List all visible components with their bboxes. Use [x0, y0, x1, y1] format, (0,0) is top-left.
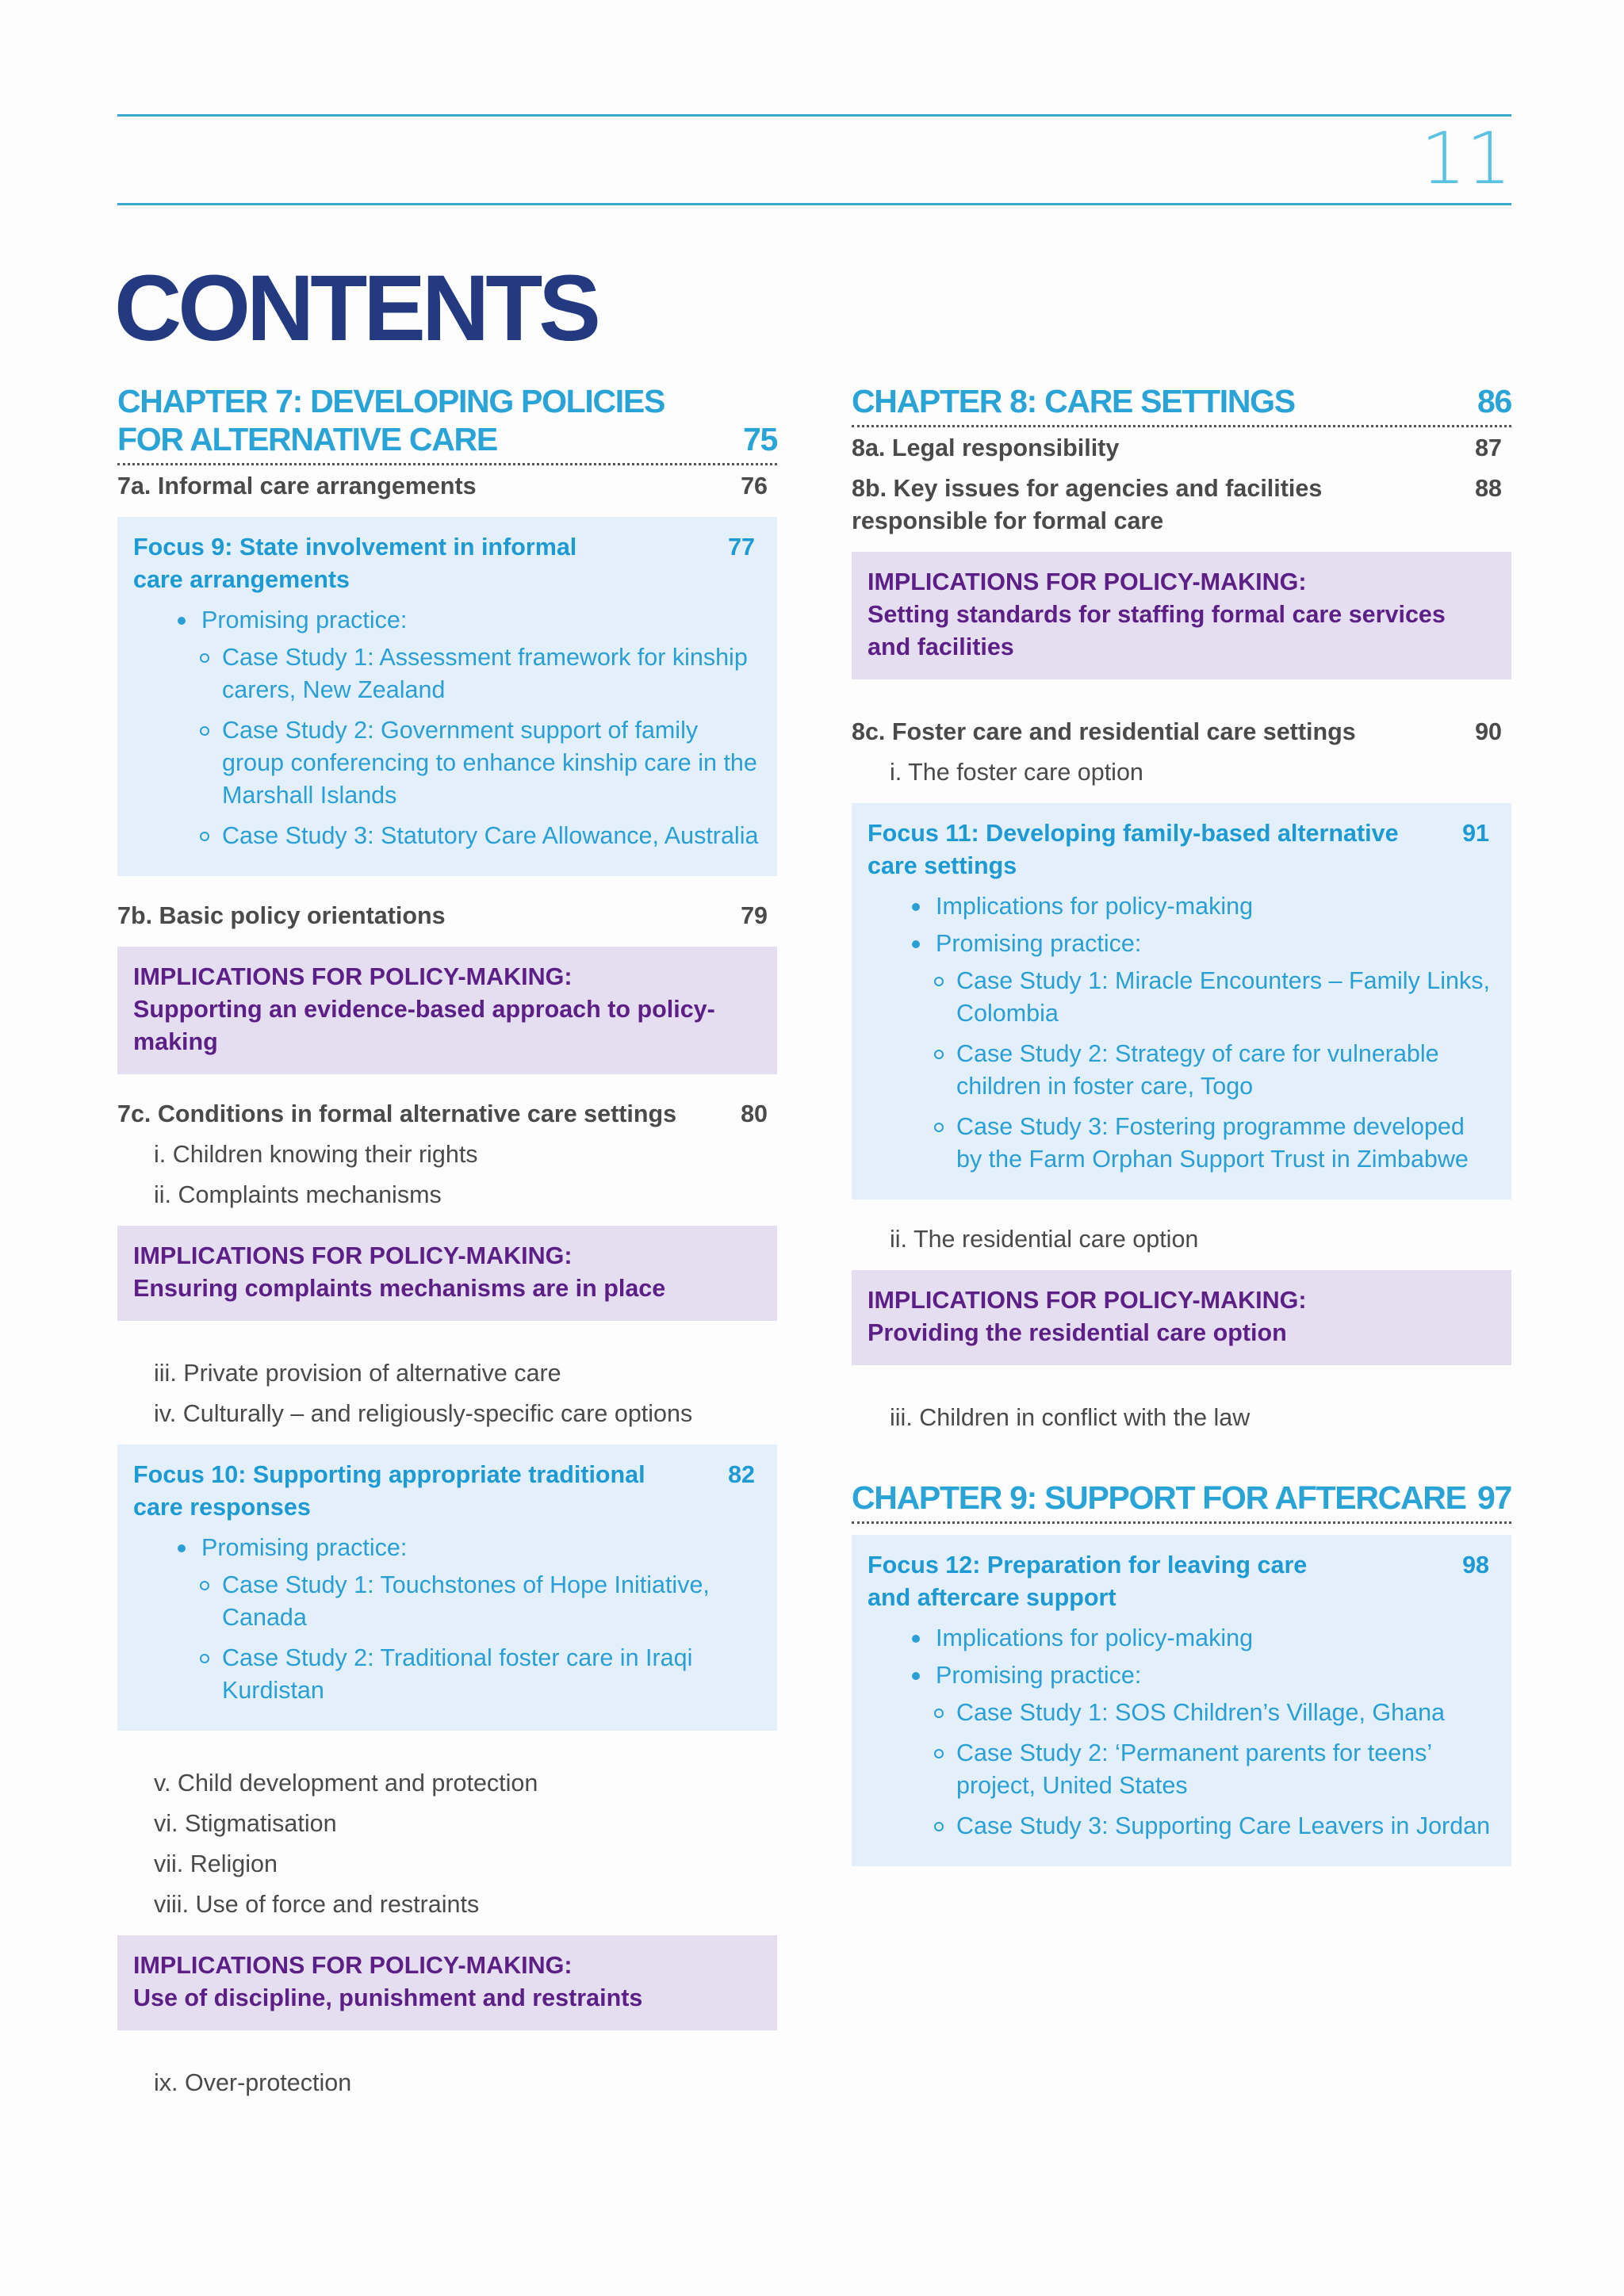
- entry-title: 8a. Legal responsibility: [852, 434, 1120, 461]
- entry-title: 8b. Key issues for agencies and facilities responsible for formal care: [852, 475, 1323, 534]
- bullet-promising-practice[interactable]: Promising practice:: [133, 1532, 761, 1564]
- entry-title: 7c. Conditions in formal alternative care settings: [117, 1100, 677, 1127]
- bullet-implications[interactable]: Implications for policy-making: [868, 890, 1496, 923]
- toc-entry-8b[interactable]: [852, 473, 1511, 538]
- case-study-item[interactable]: Case Study 3: Statutory Care Allowance, Australia: [133, 820, 761, 852]
- bullet-promising-practice[interactable]: Promising practice:: [133, 604, 761, 637]
- implications-box[interactable]: [852, 552, 1511, 679]
- entry-page: 87: [1475, 434, 1502, 461]
- case-study-item[interactable]: Case Study 1: Touchstones of Hope Initiative, Canada: [133, 1569, 761, 1634]
- implications-text: Ensuring complaints mechanisms are in place: [133, 1275, 666, 1302]
- case-study-item[interactable]: Case Study 1: SOS Children’s Village, Ghana: [868, 1697, 1496, 1729]
- implications-heading: IMPLICATIONS FOR POLICY-MAKING:: [868, 1287, 1307, 1314]
- case-study-item[interactable]: Case Study 2: Traditional foster care in Iraqi Kurdistan: [133, 1642, 761, 1707]
- chapter-7-heading[interactable]: [117, 382, 777, 465]
- chapter-title: CHAPTER 7: DEVELOPING POLICIES FOR ALTERNATIVE CARE: [117, 383, 665, 457]
- chapter-page: 75: [742, 421, 777, 457]
- entry-page: 76: [741, 473, 768, 499]
- focus-10-title[interactable]: Focus 10: Supporting appropriate traditional care responses 82: [133, 1459, 761, 1524]
- entry-title: 7b. Basic policy orientations: [117, 902, 446, 929]
- focus-12-box: [852, 1535, 1511, 1866]
- implications-heading: IMPLICATIONS FOR POLICY-MAKING:: [133, 1952, 573, 1979]
- focus-11-title[interactable]: Focus 11: Developing family-based alternative care settings 91: [868, 817, 1496, 882]
- chapter-title: CHAPTER 8: CARE SETTINGS: [852, 383, 1295, 419]
- bullet-implications[interactable]: Implications for policy-making: [868, 1622, 1496, 1655]
- focus-9-box: [117, 517, 777, 876]
- focus-page: 91: [1462, 820, 1489, 847]
- focus-12-title[interactable]: Focus 12: Preparation for leaving care and aftercare support 98: [868, 1549, 1496, 1614]
- page-number: 11: [1420, 117, 1511, 201]
- toc-entry-8c[interactable]: [852, 716, 1511, 748]
- implications-box[interactable]: [117, 1226, 777, 1321]
- focus-11-box: [852, 803, 1511, 1200]
- bullet-promising-practice[interactable]: Promising practice:: [868, 928, 1496, 960]
- toc-entry-8a[interactable]: [852, 432, 1511, 465]
- implications-box[interactable]: [117, 1935, 777, 2030]
- sub-entry[interactable]: ii. Complaints mechanisms: [154, 1181, 442, 1208]
- focus-page: 98: [1462, 1552, 1489, 1578]
- focus-page: 82: [728, 1461, 755, 1488]
- sub-entry[interactable]: vi. Stigmatisation: [154, 1810, 337, 1837]
- case-study-item[interactable]: Case Study 2: Strategy of care for vulnerable children in foster care, Togo: [868, 1038, 1496, 1103]
- sub-entry[interactable]: iii. Private provision of alternative care: [154, 1360, 561, 1387]
- sub-entry[interactable]: vii. Religion: [154, 1850, 278, 1877]
- chapter-8-heading[interactable]: [852, 382, 1511, 427]
- header-rule: [117, 203, 1511, 205]
- entry-page: 80: [741, 1100, 768, 1127]
- sub-entry[interactable]: i. The foster care option: [890, 759, 1143, 786]
- toc-entry-7a[interactable]: [117, 470, 777, 503]
- page-title: CONTENTS: [114, 256, 597, 361]
- implications-heading: IMPLICATIONS FOR POLICY-MAKING:: [868, 568, 1307, 595]
- implications-heading: IMPLICATIONS FOR POLICY-MAKING:: [133, 963, 573, 990]
- focus-9-title[interactable]: Focus 9: State involvement in informal care arrangements 77: [133, 531, 761, 596]
- sub-entry[interactable]: ii. The residential care option: [890, 1226, 1199, 1253]
- implications-box[interactable]: [117, 947, 777, 1074]
- implications-text: Providing the residential care option: [868, 1319, 1287, 1346]
- case-study-item[interactable]: Case Study 3: Fostering programme developed by the Farm Orphan Support Trust in Zimbabwe: [868, 1111, 1496, 1176]
- implications-box[interactable]: [852, 1270, 1511, 1365]
- case-study-item[interactable]: Case Study 1: Miracle Encounters – Family Links, Colombia: [868, 965, 1496, 1030]
- chapter-page: 97: [1477, 1479, 1511, 1516]
- chapter-9-heading[interactable]: [852, 1479, 1511, 1524]
- focus-10-box: [117, 1445, 777, 1731]
- sub-entry[interactable]: iii. Children in conflict with the law: [890, 1404, 1251, 1431]
- focus-page: 77: [728, 534, 755, 561]
- implications-text: Setting standards for staffing formal care services and facilities: [868, 601, 1446, 660]
- toc-entry-7c[interactable]: [117, 1098, 777, 1131]
- implications-heading: IMPLICATIONS FOR POLICY-MAKING:: [133, 1242, 573, 1269]
- case-study-item[interactable]: Case Study 2: Government support of family group conferencing to enhance kinship care in the Marshall Islands: [133, 714, 761, 812]
- top-rule: [117, 114, 1511, 117]
- toc-entry-7b[interactable]: [117, 900, 777, 932]
- entry-title: 8c. Foster care and residential care settings: [852, 718, 1356, 745]
- case-study-item[interactable]: Case Study 3: Supporting Care Leavers in Jordan: [868, 1810, 1496, 1843]
- sub-entry[interactable]: viii. Use of force and restraints: [154, 1891, 480, 1918]
- sub-entry[interactable]: i. Children knowing their rights: [154, 1141, 478, 1168]
- sub-entry[interactable]: ix. Over-protection: [154, 2069, 352, 2096]
- toc-left-column: [117, 382, 777, 2107]
- sub-entry[interactable]: iv. Culturally – and religiously-specific care options: [154, 1400, 693, 1427]
- case-study-item[interactable]: Case Study 2: ‘Permanent parents for teens’ project, United States: [868, 1737, 1496, 1802]
- entry-title: 7a. Informal care arrangements: [117, 473, 477, 499]
- implications-text: Supporting an evidence-based approach to policy-making: [133, 996, 715, 1055]
- chapter-page: 86: [1477, 383, 1511, 419]
- entry-page: 88: [1475, 475, 1502, 502]
- chapter-title: CHAPTER 9: SUPPORT FOR AFTERCARE: [852, 1479, 1466, 1516]
- case-study-item[interactable]: Case Study 1: Assessment framework for kinship carers, New Zealand: [133, 641, 761, 706]
- toc-right-column: [852, 382, 1511, 1890]
- implications-text: Use of discipline, punishment and restraints: [133, 1984, 643, 2011]
- bullet-promising-practice[interactable]: Promising practice:: [868, 1659, 1496, 1692]
- entry-page: 79: [741, 902, 768, 929]
- entry-page: 90: [1475, 718, 1502, 745]
- sub-entry[interactable]: v. Child development and protection: [154, 1770, 538, 1797]
